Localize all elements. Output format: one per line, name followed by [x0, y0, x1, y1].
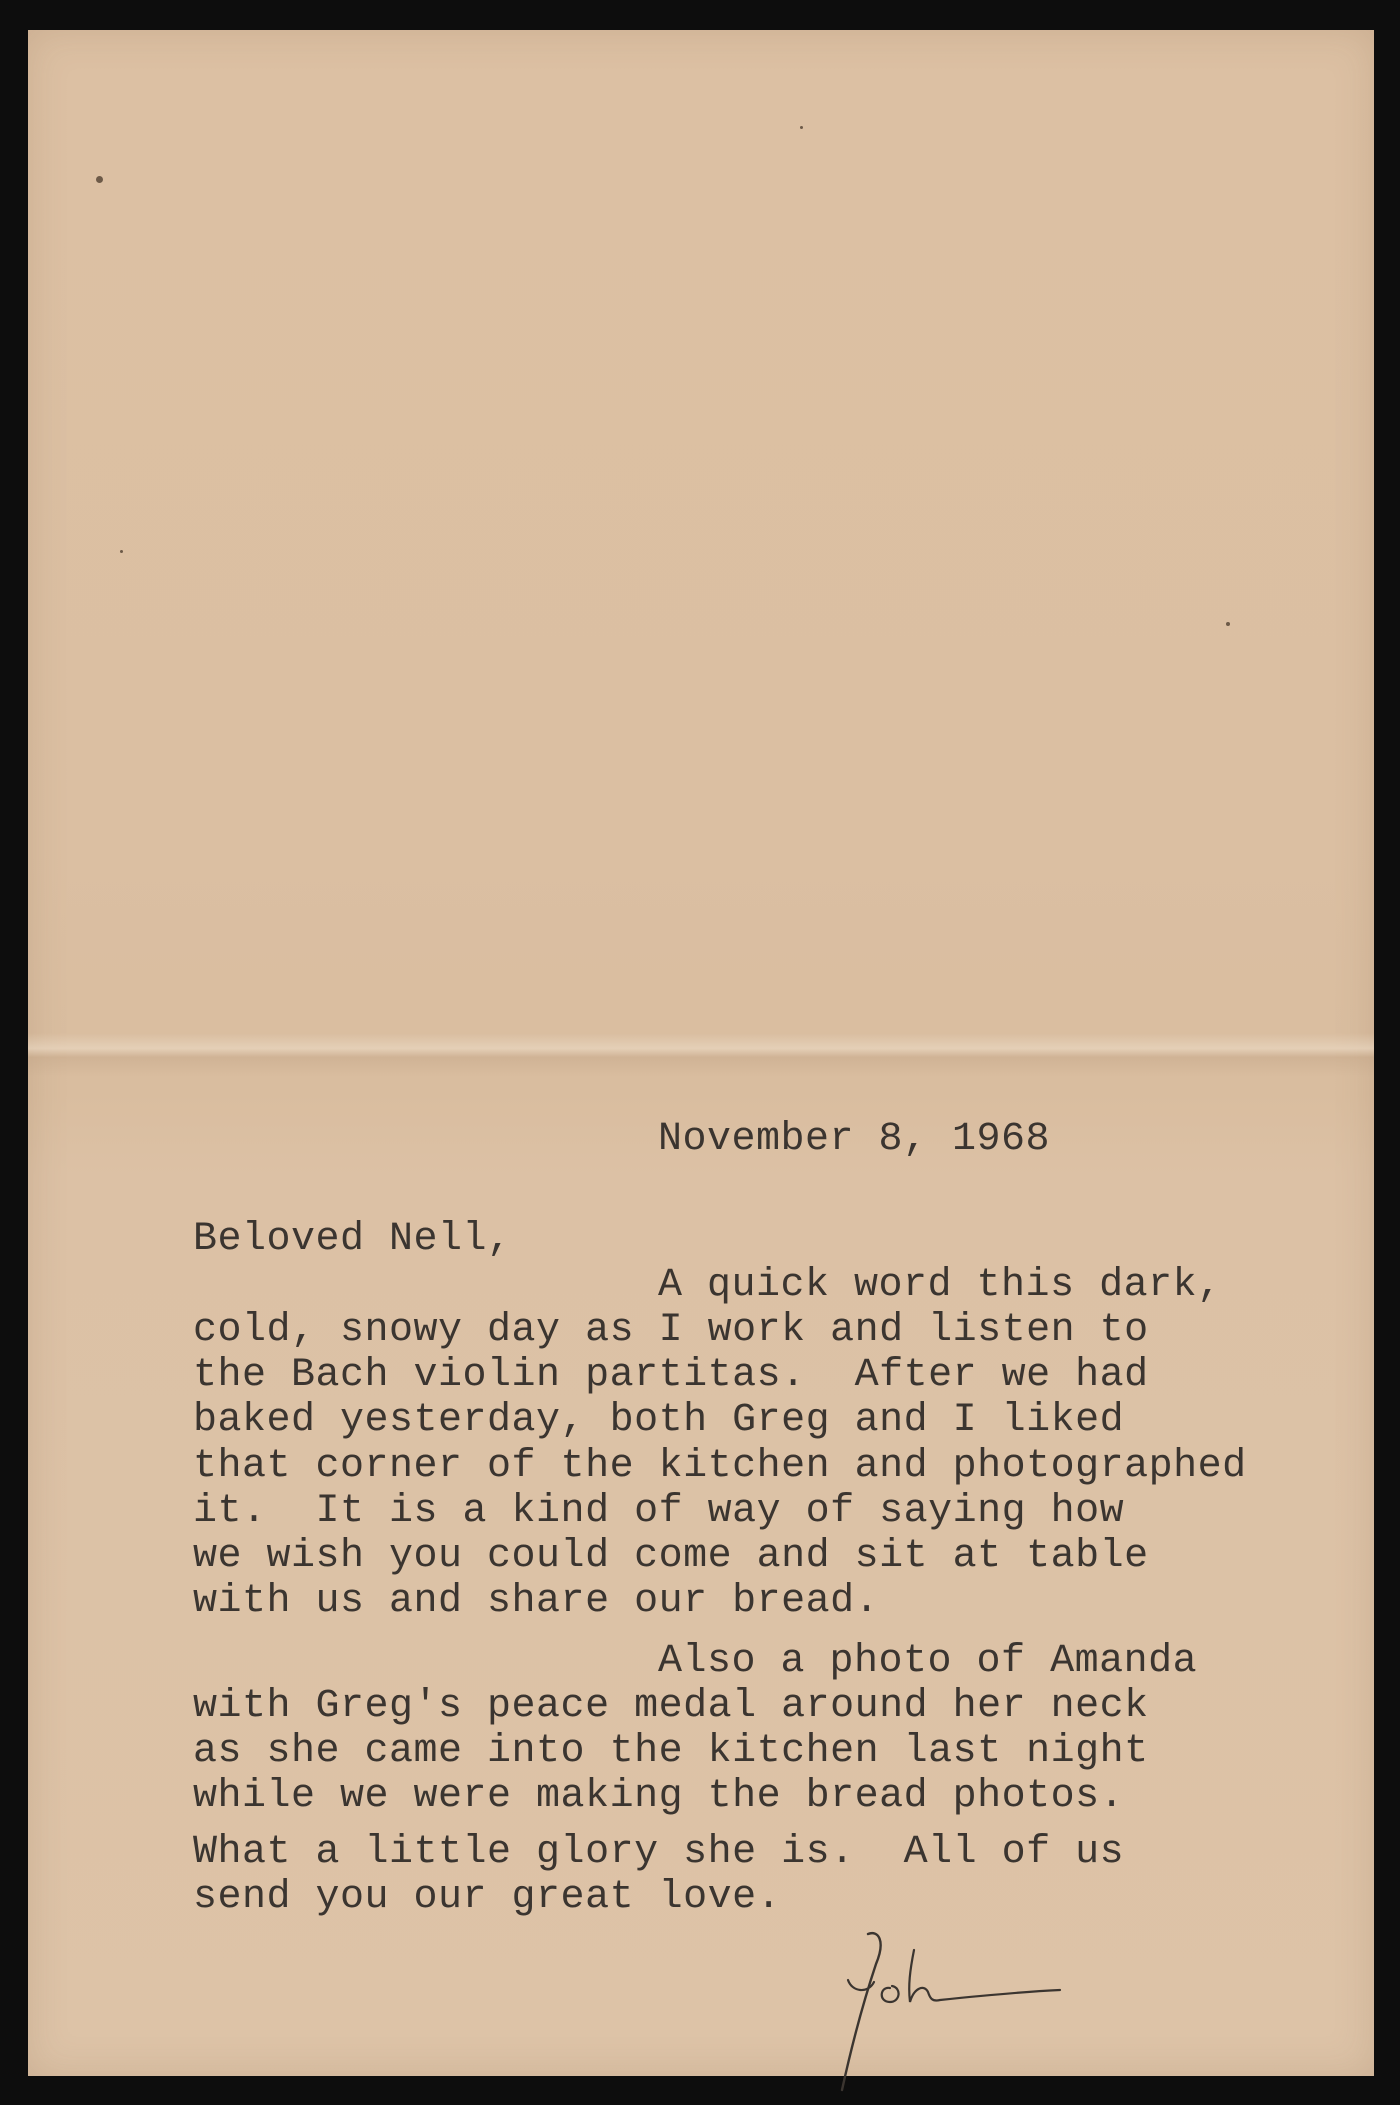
letter-body-line: with us and share our bread.	[193, 1579, 880, 1624]
letter-body-line: Also a photo of Amanda	[658, 1639, 1198, 1684]
letter-body-line: baked yesterday, both Greg and I liked	[193, 1398, 1125, 1443]
letter-body-line: we wish you could come and sit at table	[193, 1534, 1149, 1579]
handwritten-signature	[828, 1930, 1068, 2100]
typed-letter	[28, 30, 1374, 2076]
letter-body-line: as she came into the kitchen last night	[193, 1729, 1149, 1774]
letter-body-line: send you our great love.	[193, 1875, 782, 1920]
letter-date: November 8, 1968	[658, 1117, 1051, 1162]
letter-body-line: that corner of the kitchen and photographed	[193, 1444, 1247, 1489]
letter-body-line: it. It is a kind of way of saying how	[193, 1489, 1125, 1534]
letter-body-line: the Bach violin partitas. After we had	[193, 1353, 1149, 1398]
letter-body-line: with Greg's peace medal around her neck	[193, 1684, 1149, 1729]
letter-body-line: while we were making the bread photos.	[193, 1774, 1125, 1819]
letter-body-line: What a little glory she is. All of us	[193, 1830, 1125, 1875]
letter-body-line: cold, snowy day as I work and listen to	[193, 1308, 1149, 1353]
letter-body-line: A quick word this dark,	[658, 1263, 1222, 1308]
letter-sheet	[28, 30, 1374, 2076]
letter-salutation: Beloved Nell,	[193, 1217, 512, 1262]
